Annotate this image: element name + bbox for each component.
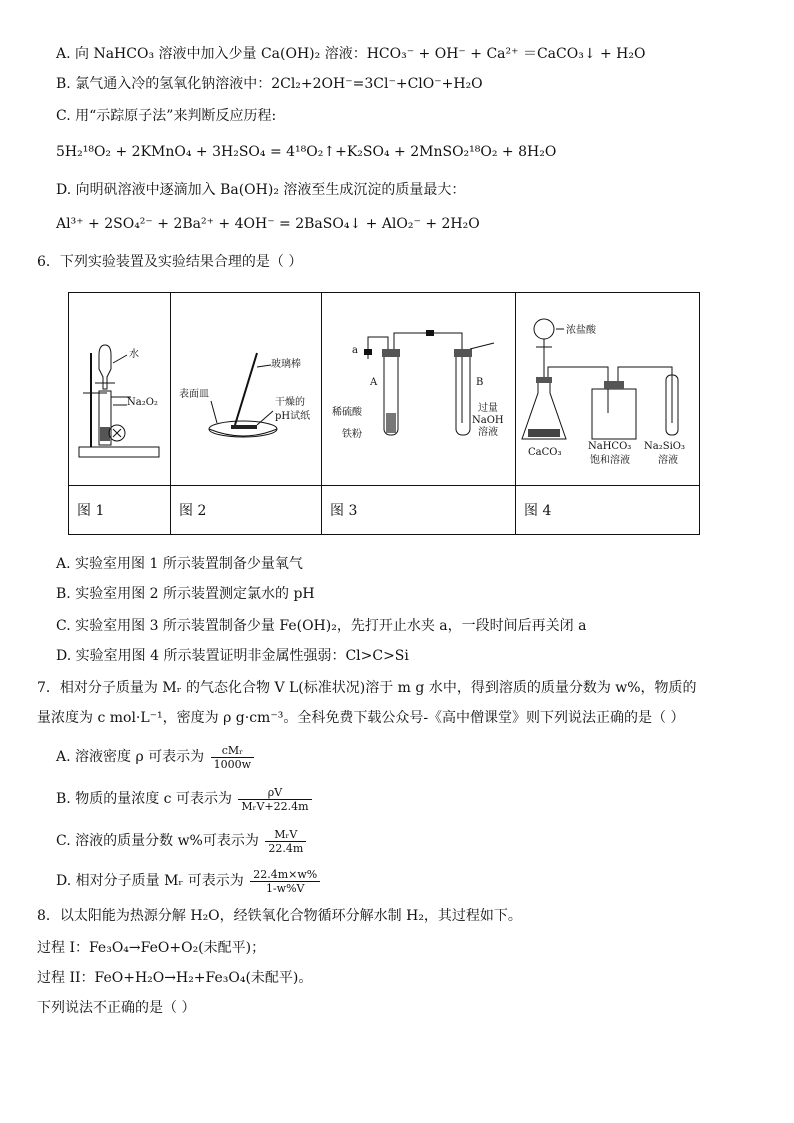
- option-text: 向 NaHCO₃ 溶液中加入少量 Ca(OH)₂ 溶液：HCO₃⁻ + OH⁻ + Ca²⁺ ＝CaCO₃↓ + H₂O: [75, 46, 646, 62]
- q7-stem-line-1: 7．相对分子质量为 Mᵣ 的气态化合物 V L(标准状况)溶于 m g 水中，得到溶质的质量分数为 w%，物质的: [37, 680, 697, 696]
- option-label: A.: [56, 46, 71, 62]
- leader-water: [113, 355, 127, 363]
- label-caco3: CaCO₃: [528, 447, 562, 458]
- option-label: D.: [56, 873, 72, 889]
- option-label: C.: [56, 618, 71, 634]
- label-iron-powder: 铁粉: [342, 429, 362, 440]
- iron-powder: [386, 413, 396, 433]
- option-text: 相对分子质量 Mᵣ 可表示为: [75, 873, 244, 889]
- clamp-a: [364, 349, 372, 355]
- label-naoh: NaOH: [472, 415, 504, 426]
- q8-stem: 8．以太阳能为热源分解 H₂O，经铁氧化合物循环分解水制 H₂，其过程如下。: [37, 908, 522, 924]
- gas-tube-2: [618, 367, 672, 423]
- figure-3-drawing: [322, 293, 515, 485]
- option-text: 物质的量浓度 c 可表示为: [75, 791, 232, 807]
- q7-option-b: [56, 784, 314, 814]
- option-label: C.: [56, 833, 71, 849]
- option-text: 溶液的质量分数 w%可表示为: [75, 833, 259, 849]
- caco3-solid: [528, 429, 560, 437]
- numerator: ρV: [267, 785, 283, 799]
- q7-stem-line-2: 量浓度为 c mol·L⁻¹，密度为 ρ g·cm⁻³。全科免费下载公众号-《高中僧课堂》则下列说法正确的是（ ）: [37, 710, 685, 726]
- q5-option-b: [56, 74, 483, 94]
- outlet-b: [470, 343, 494, 349]
- label-ph-paper: pH试纸: [275, 411, 311, 422]
- q7-option-d: [56, 866, 322, 896]
- q7-option-a: [56, 742, 256, 772]
- figure-4-drawing: [516, 293, 699, 485]
- option-label: B.: [56, 791, 71, 807]
- label-watch-glass: 表面皿: [179, 389, 209, 400]
- fraction: [211, 744, 254, 771]
- label-water: 水: [129, 349, 139, 360]
- q6-stem: 6．下列实验装置及实验结果合理的是（ ）: [37, 254, 303, 270]
- denominator: 1000w: [211, 757, 254, 771]
- figure-4-cell: [516, 293, 700, 486]
- label-dilute-acid: 稀硫酸: [332, 407, 362, 418]
- label-dry: 干燥的: [275, 397, 305, 408]
- q6-option-a: [56, 554, 303, 574]
- label-B: B: [476, 377, 484, 388]
- figure-4-caption: 图 4: [516, 486, 700, 535]
- fraction: [238, 786, 311, 813]
- q7-option-c: [56, 826, 308, 856]
- q8-process-2: 过程 II：FeO+H₂O→H₂+Fe₃O₄(未配平)。: [37, 970, 313, 986]
- label-na2sio3: Na₂SiO₃: [644, 441, 685, 452]
- label-glass-rod: 玻璃棒: [271, 359, 301, 370]
- leader-dish: [211, 401, 217, 423]
- label-solution: 溶液: [478, 427, 498, 438]
- label-excess: 过量: [478, 403, 498, 414]
- option-label: A.: [56, 749, 71, 765]
- q6-option-d: [56, 646, 409, 666]
- figure-2-cell: [171, 293, 322, 486]
- q8-process-1: 过程 I：Fe₃O₄→FeO+O₂(未配平)；: [37, 940, 266, 956]
- figure-1-drawing: [69, 293, 170, 485]
- tube-joint: [426, 330, 434, 336]
- figure-1-cell: [69, 293, 171, 486]
- option-text: 实验室用图 3 所示装置制备少量 Fe(OH)₂，先打开止水夹 a，一段时间后再关闭 a: [75, 618, 587, 634]
- connecting-tube: [394, 333, 462, 423]
- label-A: A: [370, 377, 378, 388]
- q5-option-c: [56, 106, 276, 126]
- figure-2-caption: 图 2: [171, 486, 322, 535]
- option-label: A.: [56, 556, 71, 572]
- q5-option-d-equation: Al³⁺ + 2SO₄²⁻ + 2Ba²⁺ + 4OH⁻ = 2BaSO₄↓ + AlO₂⁻ + 2H₂O: [56, 216, 480, 232]
- bottle-stopper: [604, 381, 624, 389]
- denominator: 1-w%V: [250, 881, 320, 895]
- fraction: [250, 868, 320, 895]
- label-na2sio3-solution: 溶液: [658, 455, 678, 466]
- numerator: cMᵣ: [221, 743, 243, 757]
- stopper-b: [454, 349, 472, 357]
- q8-question: 下列说法不正确的是（ ）: [37, 1000, 196, 1016]
- fraction: [265, 828, 306, 855]
- ph-paper: [231, 425, 257, 429]
- label-saturated: 饱和溶液: [590, 455, 630, 466]
- q5-option-c-equation: 5H₂¹⁸O₂ + 2KMnO₄ + 3H₂SO₄ = 4¹⁸O₂↑+K₂SO₄ + 2MnSO₂¹⁸O₂ + 8H₂O: [56, 144, 557, 160]
- option-label: C.: [56, 108, 71, 124]
- option-text: 用“示踪原子法”来判断反应历程:: [75, 108, 277, 124]
- option-text: 实验室用图 1 所示装置制备少量氧气: [75, 556, 303, 572]
- dropping-funnel: [534, 319, 554, 339]
- option-label: D.: [56, 182, 72, 198]
- flask-stopper: [536, 377, 552, 383]
- label-na2o2: Na₂O₂: [127, 397, 158, 408]
- label-a: a: [352, 345, 358, 356]
- q6-option-c: [56, 616, 586, 636]
- option-label: D.: [56, 648, 72, 664]
- label-nahco3: NaHCO₃: [588, 441, 632, 452]
- tube-b: [456, 351, 470, 435]
- leader-rod: [257, 365, 271, 367]
- apparatus-figure-table: [68, 292, 700, 535]
- numerator: 22.4m×w%: [253, 867, 318, 881]
- figure-3-caption: 图 3: [322, 486, 516, 535]
- glass-rod: [235, 353, 257, 425]
- numerator: MᵣV: [274, 827, 298, 841]
- label-conc-hcl: 浓盐酸: [566, 325, 596, 336]
- figure-1-caption: 图 1: [69, 486, 171, 535]
- stand-base: [79, 447, 159, 457]
- option-text: 实验室用图 4 所示装置证明非金属性强弱：Cl>C>Si: [75, 648, 409, 664]
- q5-option-d: [56, 180, 465, 200]
- stopper-a: [382, 349, 400, 357]
- figure-2-drawing: [171, 293, 321, 485]
- denominator: 22.4m: [265, 841, 306, 855]
- figure-3-cell: [322, 293, 516, 486]
- q6-option-b: [56, 584, 315, 604]
- option-label: B.: [56, 586, 71, 602]
- option-text: 实验室用图 2 所示装置测定氯水的 pH: [75, 586, 315, 602]
- denominator: MᵣV+22.4m: [238, 799, 311, 813]
- funnel: [99, 345, 111, 389]
- washing-bottle: [592, 389, 636, 439]
- gas-tube-1: [548, 367, 608, 413]
- option-text: 向明矾溶液中逐滴加入 Ba(OH)₂ 溶液至生成沉淀的质量最大：: [75, 182, 466, 198]
- option-text: 氯气通入冷的氢氧化钠溶液中：2Cl₂+2OH⁻=3Cl⁻+ClO⁻+H₂O: [75, 76, 483, 92]
- option-label: B.: [56, 76, 71, 92]
- q5-option-a: [56, 44, 645, 64]
- option-text: 溶液密度 ρ 可表示为: [75, 749, 205, 765]
- solid-reagent: [100, 427, 110, 441]
